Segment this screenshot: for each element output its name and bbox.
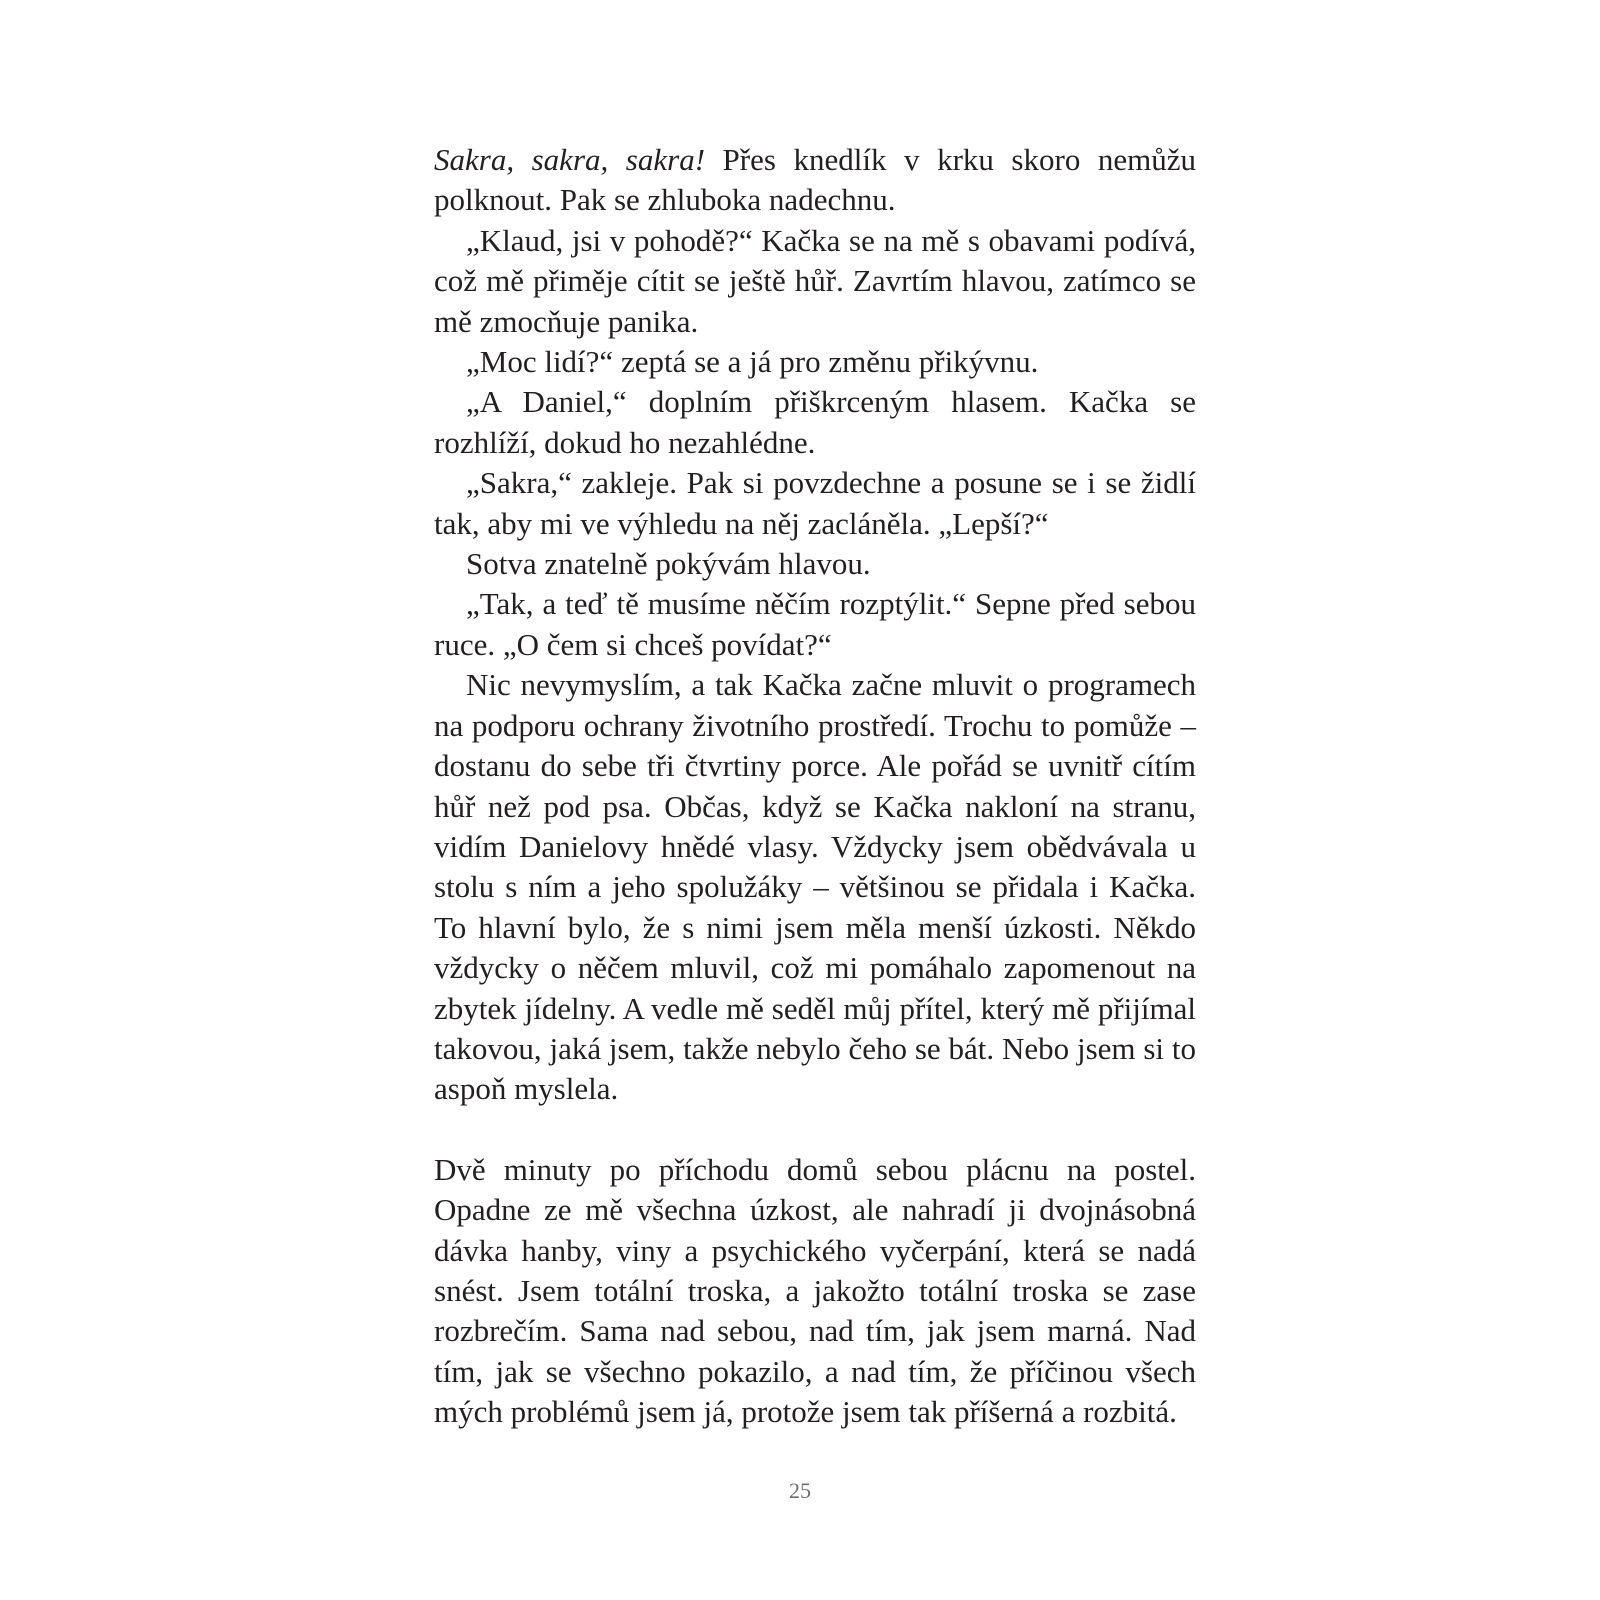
paragraph: „Moc lidí?“ zeptá se a já pro změnu přikývnu. bbox=[466, 344, 1039, 380]
page-number: 25 bbox=[789, 1478, 811, 1503]
body-text bbox=[434, 140, 1196, 1433]
paragraph: „A Daniel,“ doplním přiškrceným hlasem. Kačka se rozhlíží, dokud ho nezahlédne. bbox=[434, 384, 1196, 460]
paragraph: „Sakra,“ zakleje. Pak si povzdechne a posune se i se židlí tak, aby mi ve výhledu na něj zacláněla. „Lepší?“ bbox=[434, 465, 1196, 541]
paragraph: „Tak, a teď tě musíme něčím rozptýlit.“ Sepne před sebou ruce. „O čem si chceš povídat?“ bbox=[434, 586, 1196, 662]
paragraph: „Klaud, jsi v pohodě?“ Kačka se na mě s obavami podívá, což mě přiměje cítit se ještě hůř. Zavrtím hlavou, zatímco se mě zmocňuje panika. bbox=[434, 222, 1196, 339]
paragraph bbox=[434, 140, 1196, 221]
paragraph-text: Přes knedlík v krku skoro nemůžu polknout. Pak se zhluboka nadechnu. bbox=[434, 142, 1196, 218]
paragraph: Nic nevymyslím, a tak Kačka začne mluvit o programech na podporu ochrany životního prostředí. Trochu to pomůže – dostanu do sebe tři čtvrtiny porce. Ale pořád se uvnitř cítím hůř než pod psa. Občas, když se Kačka nakloní na stranu, vidím Danielovy hnědé vlasy. Vždycky jsem obědvávala u stolu s ním a jeho spolužáky – většinou se přidala i Kačka. To hlavní bylo, že s nimi jsem měla menší úzkosti. Někdo vždycky o něčem mluvil, což mi pomáhalo zapomenout na zbytek jídelny. A vedle mě seděl můj přítel, který mě přijímal takovou, jaká jsem, takže nebylo čeho se bát. Nebo jsem si to aspoň myslela. bbox=[434, 667, 1196, 1107]
paragraph: Sotva znatelně pokývám hlavou. bbox=[466, 546, 871, 582]
paragraph: Dvě minuty po příchodu domů sebou plácnu na postel. Opadne ze mě všechna úzkost, ale nahradí ji dvojnásobná dávka hanby, viny a psychického vyčerpání, která se nadá snést. Jsem totální troska, a jakožto totální troska se zase rozbrečím. Sama nad sebou, nad tím, jak jsem marná. Nad tím, jak se všechno pokazilo, a nad tím, že příčinou všech mých problémů jsem já, protože jsem tak příšerná a rozbitá. bbox=[434, 1151, 1196, 1430]
section-break bbox=[434, 1110, 1196, 1150]
italic-exclamation: Sakra, sakra, sakra! bbox=[434, 142, 706, 177]
